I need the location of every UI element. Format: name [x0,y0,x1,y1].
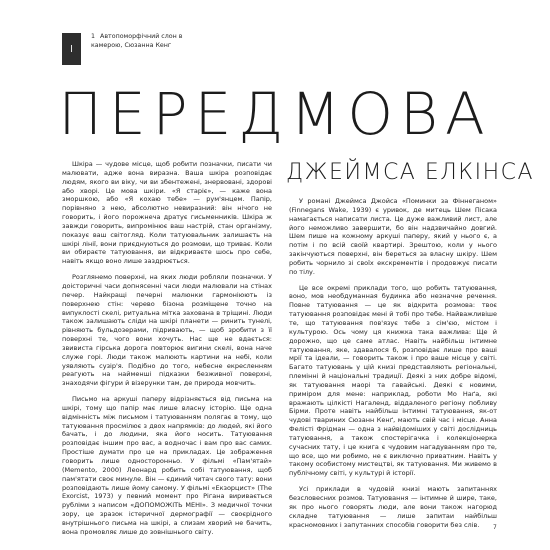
paragraph: Усі приклади в чудовій книзі мають запитаннях безсловесних розмов. Татуювання — інтимне й шире, таке, як про нього говорять люди, але вони також нагорюд складне татуювання — лише запитаи найбільш красномовних і запутанних способів говорити без слів. [289,485,497,529]
page-number: 7 [493,524,497,531]
paragraph: Письмо на аркуші паперу відрізняється від письма на шкірі, тому що папір має лише власну історію. Ще одна відмінність між письмом і татуюванням полягає в тому, що татуювання просмілює з двох напрямків: до людей, які його бачать, і до людини, яка його носить. Татуювання розповідає іншим про вас, а водночас і вам про вас самих. Простіше думати про це на прикладах. Це зображення говорить лише односторонньо. У фільмі «Пам'ятай» (Memento, 2000) Леонард робить собі татуювання, щоб пам'ятати своє минуле. Він — єдиний читач свого тату: вони розповідають лише йому самому. У фільмі «Екзорцист» (The Exorcist, 1973) у певний момент про Рігана виривається рубліми з написом «ДОПОМОЖІТЬ МЕНІ». З медичної точки зору, це зразок істеричної дермографії — своєрідного внутрішнього письма на шкірі, а слизам хворий не бачить, вона промовляє лише до зовнішнього світу. [62,395,272,536]
paragraph: Шкіра — чудове місце, щоб робити позначки, писати чи малювати, адже вона виразна. Ваша шкіра розповідає людям, якого ви віку, чи ви збентежені, знервовані, здорові або хворі. Це мова шкіри. «Я старіє», — каже вона зморшкою, або «Я кохаю тебе» — рум'янцем. Папір, порівняно з нею, абсолютно невиразний: він нічого не говорить, і його порожнеча дратує гисьменників. Шкіра ж завжди говорить, випромінює ваш настрій, стан організму, показує ваш світогляд. Коли татуювальник залишаєть на шкірі лінії, вони приєднуються до розмови, що триває. Коли ви обираєте татуювання, ви відкриваєте шось про себе, навіть якщо воно лише заздрюється. [62,160,272,266]
paragraph: Це все окремі приклади того, що робить татуювання, воно, мов необдуманная будинка або незначне речення. Повне татуювання — це як відкрита розмова: твоє татуювання розповідає мені й тобі про тебе. Найважливіше те, що татуювання пов'язує тебе з сім'єю, містом і культурою. Ось чому ця книжка така важлива: Ще й дорожно, що це саме атлас. Навіть найбільш інтимне татуювання, яке, здавалося б, розповідає лише про ваші мрії та ідеали, — говорить також і про ваше місце у світі. Багато татуювань у цій книзі представляють регіональні, племінні й національні традиції. Деякі з них добре відомі, як татуювання маорі та гавайські. Деякі є новими, приміром для мене: наприклад, роботи Мо Наґа, які вражають цілкісті Нагаленд, віддаленого регіону побливу Бірми. Проте навіть найбільш інтимні татуювання, як-от чудові твариних Сюзанн Кенґ, мають свій час і місце. Анна Фелісті Фрідман — одна з найвідоміших у світі дослідниць татуювання, а також спостерігачка і колекціонерка сучасних тату, і це книга є чудовим нагадуванням про те, що все, що ми робимо, не є виключно приватним. Навіть у такому особистому мистецтві, як татуювання. Ми живемо в публічному світі, у культурі й історії. [289,283,497,478]
author-heading: ДЖЕЙМСА ЕЛКІНСА [286,160,535,185]
caption-text: Автопоморфічний слон в камерою, Сюзанна Кенг [91,33,183,49]
page-title: ПЕРЕДМОВА [58,80,492,148]
paragraph: Розглянемо поверхні, на яких люди робляли позначки. У доісторичні часи допнясенні часи люди малювали на стінах печер. Найкращі печерні малюнки гармоніюють із поверхнею стін: черево бізона розміщене точно на випуклості скелі, ритуальна мітка захована в тріщині. Люди також залишають сліди на шкірі планети — ринить тунелі, рівняють бульдозерами, підривають, — щоб зробити з її поверхні те, чого вони хочуть. Нас ще не вдається: звивиста гірська дорога повторює вигини скелі, вона наче служе горі. Люди також малюють картини на небі, коли уявляють сузір'я. Подібно до того, небесне екресленням реагують на найменші підказки безживної поверхні, знаходячи фігури й візерунки там, де природа мовчить. [62,273,272,388]
right-column [289,197,497,529]
caption-thumbnail [62,33,81,65]
caption-number: 1 [91,33,96,40]
paragraph: У романі Джеймса Джойса «Поминки за Фіннеганом» (Finnegans Wake, 1939) є уривок, де митець Шем Пісака намагається написати листа. Це дуже важливий лист, але його неможливо завершити, бо він надзвичайно довгий. Шем пише на кожному аркуші паперу, який у нього є, а потім і по всій своїй квартирі. Зрештою, коли у нього закінчуються поверхні, він береться за власну шкіру. Шем робить чорнило зі своїх екскрементів і продовжує писати по тілу. [289,197,497,276]
left-column [62,160,272,537]
image-caption [91,33,206,50]
thumbnail-mark [71,45,72,52]
